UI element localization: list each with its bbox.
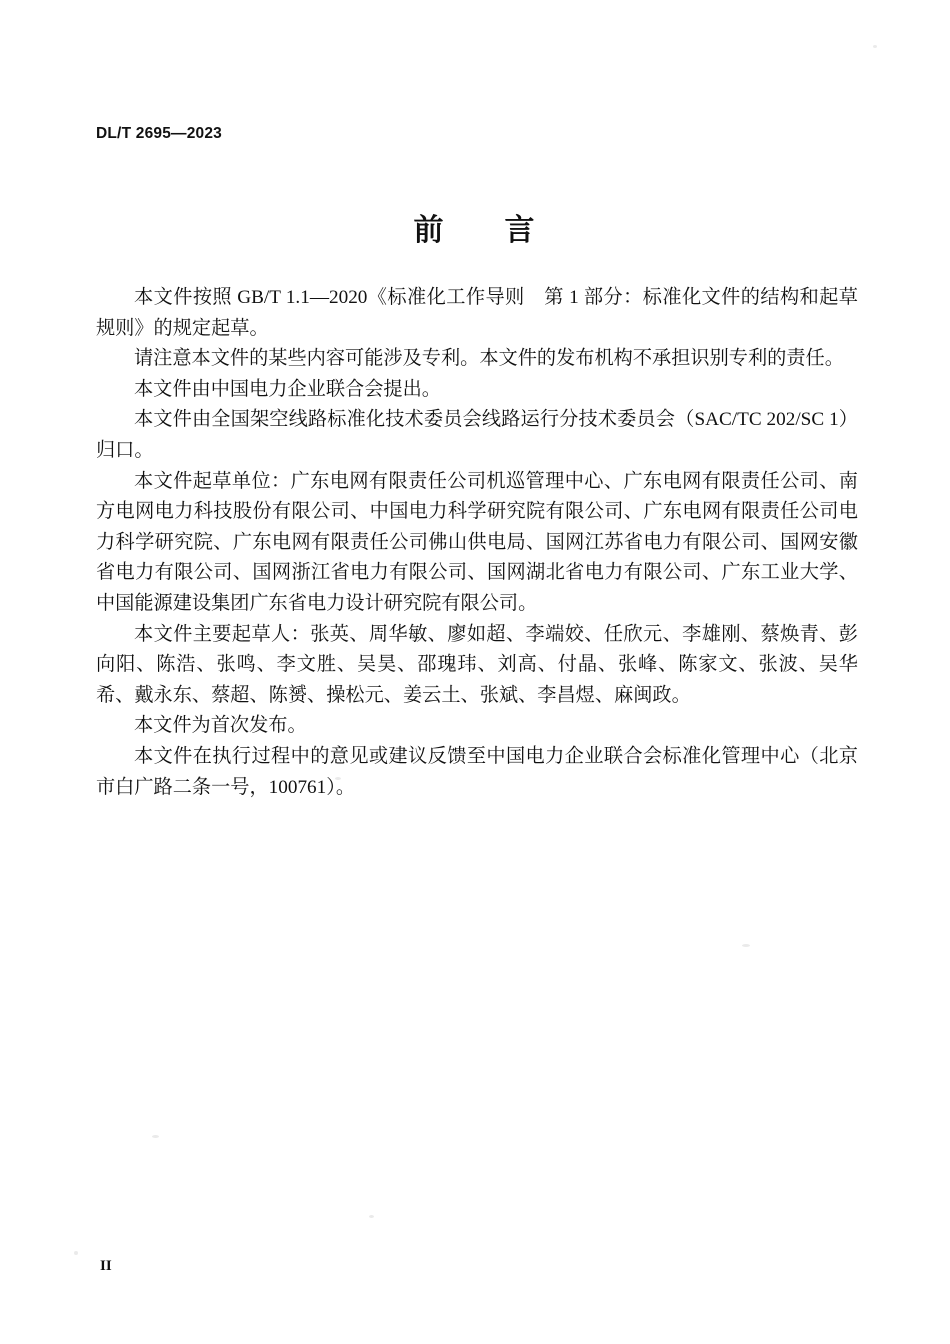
- paragraph-principal-drafters: 本文件主要起草人：张英、周华敏、廖如超、李端姣、任欣元、李雄刚、蔡焕青、彭向阳、陈浩、张鸣、李文胜、吴昊、邵瑰玮、刘高、付晶、张峰、陈家文、张波、吴华希、戴永东、蔡超、陈赟、操松元、姜云土、张斌、李昌煜、麻闽政。: [96, 623, 858, 706]
- scan-speckle: [74, 1251, 78, 1255]
- scan-speckle: [873, 45, 877, 48]
- page-title-char-qian: 前: [413, 213, 446, 248]
- paragraph-proposed-by: 本文件由中国电力企业联合会提出。: [134, 378, 441, 400]
- page-title: [0, 205, 950, 249]
- standard-number-header: DL/T 2695—2023: [96, 125, 223, 142]
- page-title-char-yan: 言: [504, 213, 537, 248]
- scan-speckle: [742, 944, 750, 947]
- foreword-body: [96, 283, 858, 803]
- paragraph-drafting-organizations: 本文件起草单位：广东电网有限责任公司机巡管理中心、广东电网有限责任公司、南方电网电力科技股份有限公司、中国电力科学研究院有限公司、广东电网有限责任公司电力科学研究院、广东电网有限责任公司佛山供电局、国网江苏省电力有限公司、国网安徽省电力有限公司、国网浙江省电力有限公司、国网湖北省电力有限公司、广东工业大学、中国能源建设集团广东省电力设计研究院有限公司。: [96, 470, 858, 614]
- scan-speckle: [152, 1135, 159, 1138]
- paragraph-patent-notice: 请注意本文件的某些内容可能涉及专利。本文件的发布机构不承担识别专利的责任。: [134, 348, 844, 370]
- paragraph-feedback-address: 本文件在执行过程中的意见或建议反馈至中国电力企业联合会标准化管理中心（北京市白广路二条一号，100761）。: [96, 745, 858, 798]
- scan-speckle: [369, 1215, 374, 1218]
- paragraph-jurisdiction: 本文件由全国架空线路标准化技术委员会线路运行分技术委员会（SAC/TC 202/SC 1）归口。: [96, 409, 858, 461]
- page-number-folio: II: [100, 1258, 112, 1274]
- paragraph-drafting-basis: 本文件按照 GB/T 1.1—2020《标准化工作导则 第 1 部分：标准化文件的结构和起草规则》的规定起草。: [96, 287, 858, 339]
- paragraph-first-publication: 本文件为首次发布。: [134, 715, 307, 737]
